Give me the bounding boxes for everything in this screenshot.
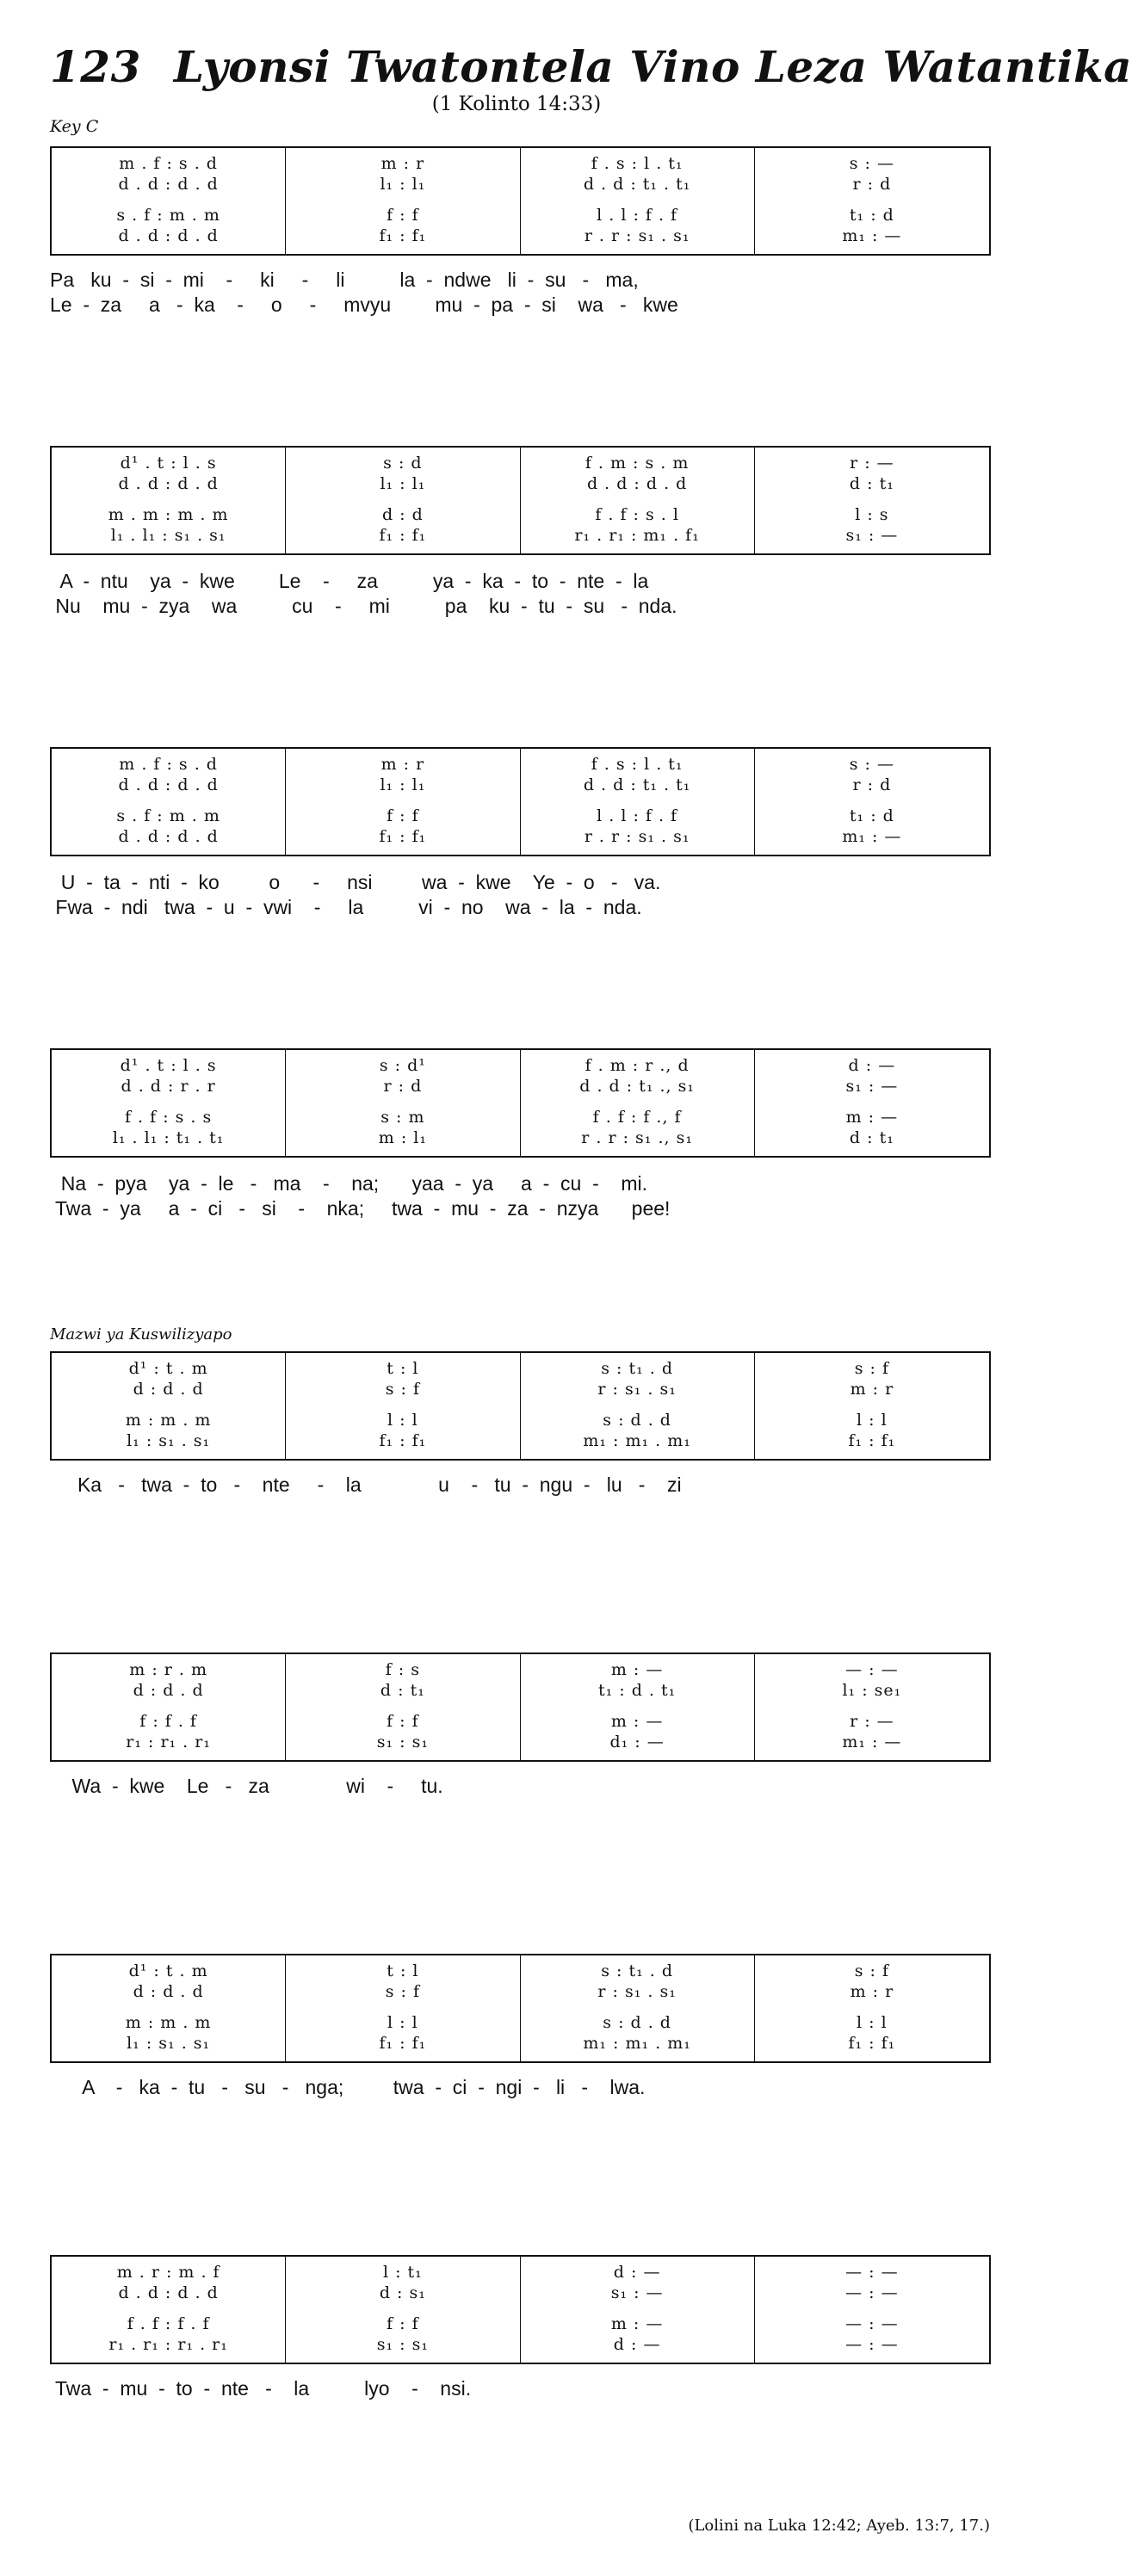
measure (52, 2257, 286, 2363)
voice-line: m . f : s . d (119, 154, 218, 173)
voice-line: f : f . f (139, 1712, 197, 1731)
lyric-line: A - ntu ya - kwe Le - za ya - ka - to - nte - la (50, 570, 649, 592)
voice-line: f . s : l . t₁ (591, 154, 684, 173)
hymn-number: 123 (50, 41, 141, 92)
measure (755, 1353, 989, 1459)
measure (521, 448, 755, 553)
measure (52, 448, 286, 553)
lyric-line: A - ka - tu - su - nga; twa - ci - ngi - li - lwa. (50, 2076, 646, 2098)
measure (286, 1654, 520, 1760)
voice-line: s : d (383, 454, 423, 473)
measure (521, 1955, 755, 2061)
lyric-line: Le - za a - ka - o - mvyu mu - pa - si wa - kwe (50, 293, 678, 316)
voice-line: f . s : l . t₁ (591, 755, 684, 774)
footer-reference: (Lolini na Luka 12:42; Ayeb. 13:7, 17.) (688, 2517, 990, 2535)
voice-line: s . f : m . m (116, 806, 220, 825)
voice-line: f₁ : f₁ (379, 526, 427, 545)
key-signature: Key C (50, 117, 99, 136)
voice-line: d . d : t₁ . t₁ (583, 775, 691, 794)
voice-line: d . d : d . d (586, 474, 688, 493)
voice-line: l₁ . l₁ : t₁ . t₁ (112, 1128, 225, 1147)
voice-line: d . d : d . d (118, 775, 219, 794)
voice-line: s . f : m . m (116, 206, 220, 225)
lyric-line: Ka - twa - to - nte - la u - tu - ngu - lu - zi (50, 1473, 682, 1496)
voice-line: m : — (610, 2314, 664, 2333)
lyric-line: Wa - kwe Le - za wi - tu. (50, 1775, 443, 1797)
voice-line: d¹ . t : l . s (120, 1056, 217, 1075)
voice-line: m₁ : m₁ . m₁ (583, 1431, 691, 1450)
voice-line: f₁ : f₁ (848, 1431, 896, 1450)
measure (755, 2257, 989, 2363)
voice-line: r₁ : r₁ . r₁ (126, 1733, 211, 1751)
voice-line: d . d : d . d (118, 2283, 219, 2302)
measure (286, 448, 520, 553)
voice-line: d₁ : — (609, 1733, 665, 1751)
measure (521, 148, 755, 254)
measure (286, 1955, 520, 2061)
voice-line: s₁ : s₁ (376, 2335, 429, 2354)
measure (755, 1654, 989, 1760)
measure (755, 1050, 989, 1156)
voice-line: m : r (850, 1380, 894, 1399)
voice-line: d . d : d . d (118, 175, 219, 194)
lyric-line: Na - pya ya - le - ma - na; yaa - ya a - cu - mi. (50, 1172, 648, 1195)
voice-line: d : d . d (133, 1982, 204, 2001)
voice-line: m . f : s . d (119, 755, 218, 774)
voice-line: d : d (381, 505, 424, 524)
voice-line: d . d : r . r (121, 1077, 216, 1096)
lyric-line: Pa ku - si - mi - ki - li la - ndwe li - su - ma, (50, 269, 639, 291)
voice-line: — : — (845, 2263, 899, 2282)
voice-line: m : r . m (129, 1660, 207, 1679)
measure (521, 1654, 755, 1760)
voice-line: f₁ : f₁ (379, 226, 427, 245)
voice-line: r₁ . r₁ : m₁ . f₁ (574, 526, 700, 545)
voice-line: t : l (387, 1961, 419, 1980)
voice-line: s : f (385, 1982, 420, 2001)
voice-line: r : d (852, 775, 892, 794)
voice-line: s : m (380, 1108, 425, 1127)
voice-line: — : — (845, 2314, 899, 2333)
scripture-reference: (1 Kolinto 14:33) (431, 93, 602, 115)
lyric-line: Twa - ya a - ci - si - nka; twa - mu - za - nzya pee! (50, 1197, 671, 1220)
voice-line: s : f (385, 1380, 420, 1399)
voice-line: — : — (845, 2283, 899, 2302)
voice-line: r : — (850, 454, 894, 473)
measure (52, 1353, 286, 1459)
voice-line: f . f : f ., f (592, 1108, 682, 1127)
voice-line: d : t₁ (849, 474, 894, 493)
voice-line: f₁ : f₁ (848, 2034, 896, 2053)
measure (521, 2257, 755, 2363)
voice-line: m₁ : — (842, 827, 902, 846)
voice-line: s : t₁ . d (601, 1961, 673, 1980)
voice-line: d : — (848, 1056, 896, 1075)
voice-line: l₁ : l₁ (380, 175, 426, 194)
voice-line: s₁ : — (845, 1077, 899, 1096)
voice-line: r₁ . r₁ : r₁ . r₁ (108, 2335, 228, 2354)
voice-line: d . d : d . d (118, 474, 219, 493)
voice-line: l₁ : s₁ . s₁ (127, 2034, 211, 2053)
voice-line: s : — (849, 755, 894, 774)
lyric-line: Nu mu - zya wa cu - mi pa ku - tu - su - nda. (50, 595, 677, 617)
voice-line: d¹ . t : l . s (120, 454, 217, 473)
voice-line: r : — (850, 1712, 894, 1731)
voice-line: d : t₁ (380, 1681, 425, 1700)
voice-line: f : f (387, 2314, 419, 2333)
measure (286, 749, 520, 855)
stave-system (50, 1048, 991, 1158)
voice-line: s : f (854, 1359, 889, 1378)
voice-line: f : s (385, 1660, 420, 1679)
voice-line: t : l (387, 1359, 419, 1378)
stave-system (50, 747, 991, 856)
voice-line: — : — (845, 1660, 899, 1679)
voice-line: f₁ : f₁ (379, 1431, 427, 1450)
voice-line: f : f (387, 206, 419, 225)
voice-line: f : f (387, 806, 419, 825)
voice-line: f₁ : f₁ (379, 827, 427, 846)
voice-line: f : f (387, 1712, 419, 1731)
voice-line: m : — (845, 1108, 899, 1127)
voice-line: r . r : s₁ . s₁ (584, 827, 690, 846)
voice-line: m : — (610, 1712, 664, 1731)
voice-line: m : r (850, 1982, 894, 2001)
section-label: Mazwi ya Kuswilizyapo (50, 1325, 232, 1344)
voice-line: d¹ : t . m (128, 1961, 208, 1980)
voice-line: l : l (857, 1411, 888, 1430)
voice-line: d : d . d (133, 1380, 204, 1399)
hymn-title-text: Lyonsi Twatontela Vino Leza Watantika (173, 41, 1132, 92)
voice-line: d . d : d . d (118, 827, 219, 846)
measure (52, 1955, 286, 2061)
voice-line: d : — (613, 2263, 661, 2282)
stave-system (50, 446, 991, 555)
voice-line: d¹ : t . m (128, 1359, 208, 1378)
voice-line: m : — (610, 1660, 664, 1679)
voice-line: s : d . d (603, 2013, 671, 2032)
measure (755, 749, 989, 855)
measure (521, 1050, 755, 1156)
voice-line: d : d . d (133, 1681, 204, 1700)
measure (52, 1654, 286, 1760)
voice-line: d . d : t₁ . t₁ (583, 175, 691, 194)
voice-line: d . d : t₁ ., s₁ (579, 1077, 695, 1096)
voice-line: s : t₁ . d (601, 1359, 673, 1378)
lyric-line: Fwa - ndi twa - u - vwi - la vi - no wa - la - nda. (50, 896, 642, 918)
voice-line: s₁ : s₁ (376, 1733, 429, 1751)
voice-line: m₁ : m₁ . m₁ (583, 2034, 691, 2053)
stave-system (50, 1954, 991, 2063)
voice-line: f . f : f . f (127, 2314, 210, 2333)
voice-line: t₁ : d (849, 206, 894, 225)
measure (52, 148, 286, 254)
voice-line: s : — (849, 154, 894, 173)
voice-line: l . l : f . f (597, 806, 678, 825)
voice-line: t₁ : d . t₁ (597, 1681, 677, 1700)
lyric-line: U - ta - nti - ko o - nsi wa - kwe Ye - o - va. (50, 871, 661, 893)
measure (286, 2257, 520, 2363)
voice-line: s : d¹ (379, 1056, 426, 1075)
voice-line: r : s₁ . s₁ (597, 1982, 677, 2001)
voice-line: m : r (380, 755, 425, 774)
lyric-line: Twa - mu - to - nte - la lyo - nsi. (50, 2377, 472, 2400)
voice-line: r : d (383, 1077, 423, 1096)
voice-line: l₁ : s₁ . s₁ (127, 1431, 211, 1450)
voice-line: f . m : r ., d (585, 1056, 690, 1075)
voice-line: s₁ : — (610, 2283, 664, 2302)
voice-line: l₁ . l₁ : s₁ . s₁ (110, 526, 226, 545)
measure (52, 1050, 286, 1156)
voice-line: l : l (857, 2013, 888, 2032)
voice-line: f₁ : f₁ (379, 2034, 427, 2053)
voice-line: s : d . d (603, 1411, 671, 1430)
voice-line: r : d (852, 175, 892, 194)
hymn-title (50, 41, 1132, 92)
voice-line: l . l : f . f (597, 206, 678, 225)
voice-line: d : — (613, 2335, 661, 2354)
stave-system (50, 146, 991, 256)
voice-line: m . r : m . f (116, 2263, 220, 2282)
voice-line: f . f : s . s (124, 1108, 213, 1127)
voice-line: m : m . m (125, 2013, 212, 2032)
measure (755, 1955, 989, 2061)
voice-line: s : f (854, 1961, 889, 1980)
measure (521, 749, 755, 855)
voice-line: m₁ : — (842, 226, 902, 245)
voice-line: l₁ : l₁ (380, 775, 426, 794)
voice-line: t₁ : d (849, 806, 894, 825)
voice-line: l₁ : se₁ (842, 1681, 902, 1700)
voice-line: r . r : s₁ . s₁ (584, 226, 690, 245)
voice-line: d : t₁ (849, 1128, 894, 1147)
voice-line: d . d : d . d (118, 226, 219, 245)
voice-line: — : — (845, 2335, 899, 2354)
measure (521, 1353, 755, 1459)
voice-line: f . f : s . l (595, 505, 679, 524)
voice-line: m : m . m (125, 1411, 212, 1430)
voice-line: r . r : s₁ ., s₁ (581, 1128, 693, 1147)
voice-line: d : s₁ (379, 2283, 426, 2302)
stave-system (50, 1652, 991, 1762)
voice-line: s₁ : — (845, 526, 899, 545)
voice-line: l : t₁ (382, 2263, 423, 2282)
voice-line: m₁ : — (842, 1733, 902, 1751)
measure (755, 148, 989, 254)
voice-line: l : l (387, 1411, 418, 1430)
measure (755, 448, 989, 553)
voice-line: l : l (387, 2013, 418, 2032)
measure (286, 148, 520, 254)
measure (286, 1050, 520, 1156)
measure (286, 1353, 520, 1459)
stave-system (50, 1351, 991, 1461)
voice-line: l : s (855, 505, 889, 524)
measure (52, 749, 286, 855)
voice-line: l₁ : l₁ (380, 474, 426, 493)
voice-line: m . m : m . m (108, 505, 229, 524)
voice-line: m : l₁ (378, 1128, 427, 1147)
stave-system (50, 2255, 991, 2364)
voice-line: m : r (380, 154, 425, 173)
voice-line: f . m : s . m (585, 454, 690, 473)
voice-line: r : s₁ . s₁ (597, 1380, 677, 1399)
